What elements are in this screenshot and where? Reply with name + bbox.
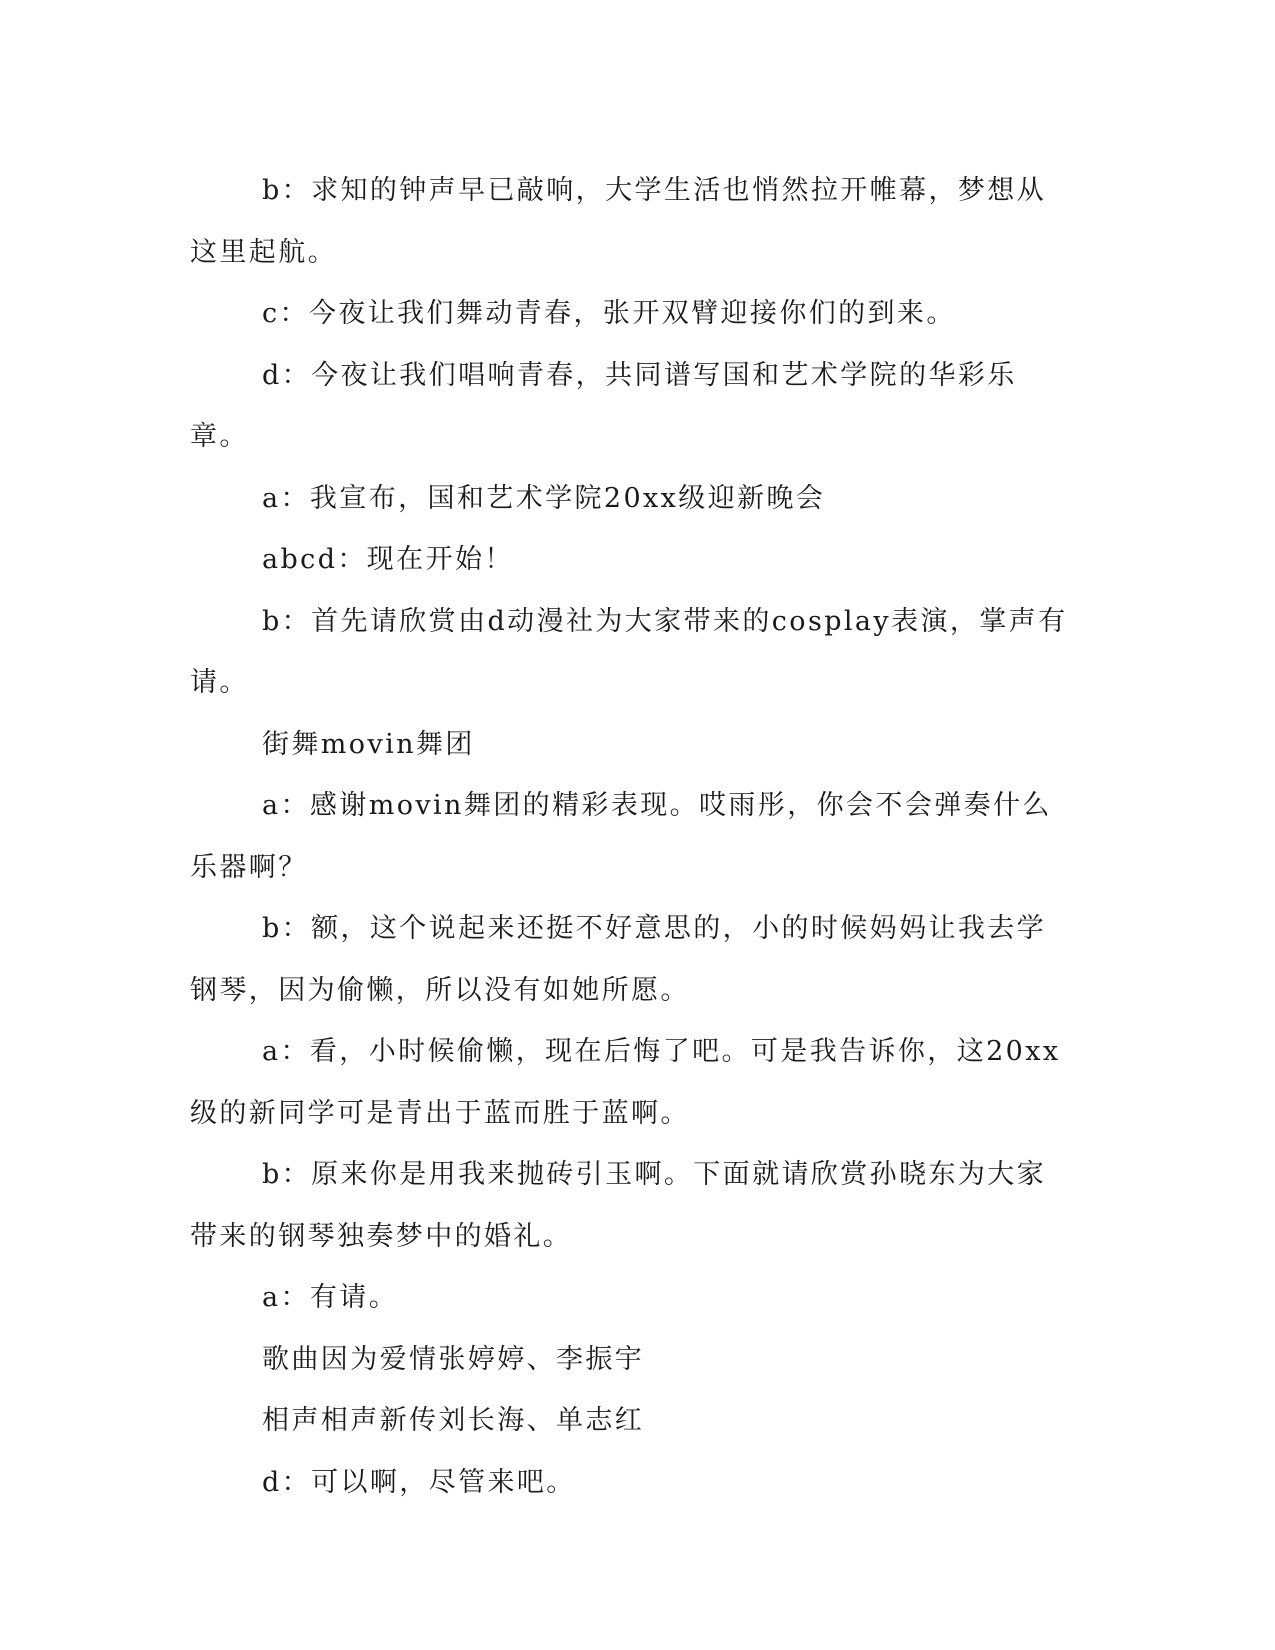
paragraph-11: b：原来你是用我来抛砖引玉啊。下面就请欣赏孙晓东为大家带来的钢琴独奏梦中的婚礼。 (190, 1159, 1047, 1252)
paragraph-9: b：额，这个说起来还挺不好意思的，小的时候妈妈让我去学钢琴，因为偷懒，所以没有如她所愿。 (190, 913, 1047, 1006)
paragraph-1: b：求知的钟声早已敲响，大学生活也悄然拉开帷幕，梦想从这里起航。 (190, 175, 1047, 268)
paragraph-3: d：今夜让我们唱响青春，共同谱写国和艺术学院的华彩乐章。 (190, 359, 1017, 452)
paragraph-2: c：今夜让我们舞动青春，张开双臂迎接你们的到来。 (262, 298, 956, 329)
paragraph-5: abcd：现在开始！ (262, 544, 514, 575)
paragraph-6: b：首先请欣赏由d动漫社为大家带来的cosplay表演，掌声有请。 (190, 605, 1068, 698)
document-body (190, 160, 1075, 1513)
paragraph-13: 歌曲因为爱情张婷婷、李振宇 (262, 1343, 645, 1375)
paragraph-15: d：可以啊，尽管来吧。 (262, 1466, 576, 1498)
paragraph-10: a：看，小时候偷懒，现在后悔了吧。可是我告诉你，这20xx级的新同学可是青出于蓝而胜于蓝啊。 (190, 1036, 1061, 1129)
paragraph-7: 街舞movin舞团 (262, 728, 475, 760)
paragraph-8: a：感谢movin舞团的精彩表现。哎雨彤，你会不会弹奏什么乐器啊？ (190, 790, 1052, 883)
paragraph-14: 相声相声新传刘长海、单志红 (262, 1405, 645, 1436)
paragraph-4: a：我宣布，国和艺术学院20xx级迎新晚会 (262, 482, 826, 514)
paragraph-12: a：有请。 (262, 1282, 399, 1313)
